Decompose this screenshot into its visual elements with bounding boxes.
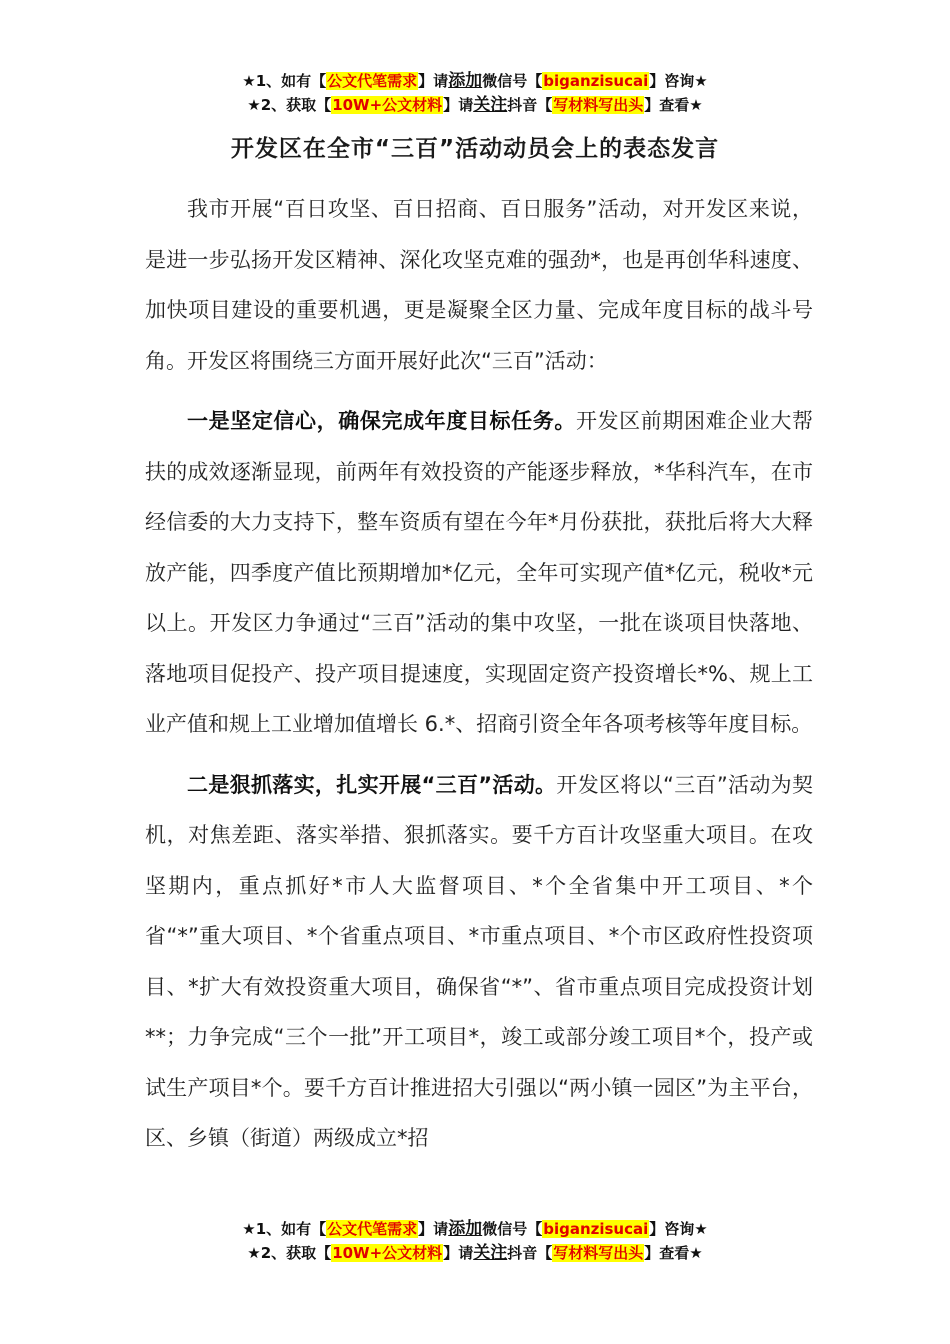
promo-text: ★1、如有【: [242, 72, 327, 90]
promo-text: 】请: [418, 72, 449, 90]
promo-line-2: [0, 94, 950, 118]
promo-text: 】咨询★: [649, 72, 708, 90]
document-title: 开发区在全市“三百”活动动员会上的表态发言: [230, 136, 720, 162]
promo-emphasis: 添加: [448, 71, 483, 91]
promo-text: 】查看★: [644, 96, 703, 114]
promo-text: ★2、获取【: [247, 1244, 332, 1262]
promo-text: ★1、如有【: [242, 1220, 327, 1238]
promo-text: 】请: [443, 1244, 474, 1262]
section-1-body: 开发区前期困难企业大帮扶的成效逐渐显现，前两年有效投资的产能逐步释放，*华科汽车，在市经信委的大力支持下，整车资质有望在今年*月份获批，获批后将大大释放产能，四季度产值比预期增加*亿元，全年可实现产值*亿元，税收*元以上。开发区力争通过“三百”活动的集中攻坚，一批在谈项目快落地、落地项目促投产、投产项目提速度，实现固定资产投资增长*%、规上工业产值和规上工业增加值增长 6.*、招商引资全年各项考核等年度目标。: [145, 409, 814, 736]
promo-text: ★2、获取【: [247, 96, 332, 114]
promo-text: 抖音【: [507, 96, 553, 114]
section-2-heading: 二是狠抓落实，扎实开展“三百”活动。: [187, 772, 557, 797]
promo-text: 微信号【: [482, 1220, 543, 1238]
promo-highlight-douyin: 写材料写出头: [553, 96, 644, 114]
paragraph-section-2: [145, 760, 813, 1164]
paragraph-section-1: [145, 396, 813, 750]
promo-highlight-service: 公文代笔需求: [327, 1220, 418, 1238]
promo-emphasis: 关注: [473, 95, 508, 115]
promo-text: 】咨询★: [649, 1220, 708, 1238]
promo-text: 微信号【: [482, 72, 543, 90]
promo-line-2: [0, 1242, 950, 1266]
promo-highlight-materials: 10W+公文材料: [332, 1244, 443, 1262]
section-2-body: 开发区将以“三百”活动为契机，对焦差距、落实举措、狠抓落实。要千方百计攻坚重大项目。在攻坚期内，重点抓好*市人大监督项目、*个全省集中开工项目、*个省“*”重大项目、*个省重点项目、*市重点项目、*个市区政府性投资项目、*扩大有效投资重大项目，确保省“*”、省市重点项目完成投资计划**；力争完成“三个一批”开工项目*，竣工或部分竣工项目*个，投产或试生产项目*个。要千方百计推进招大引强以“两小镇一园区”为主平台，区、乡镇（街道）两级成立*招: [145, 772, 813, 1150]
promo-banner-top: [0, 70, 950, 118]
promo-highlight-service: 公文代笔需求: [327, 72, 418, 90]
promo-text: 】请: [443, 96, 474, 114]
section-1-heading: 一是坚定信心，确保完成年度目标任务。: [187, 409, 576, 433]
paragraph-intro: 我市开展“百日攻坚、百日招商、百日服务”活动，对开发区来说，是进一步弘扬开发区精神、深化攻坚克难的强劲*，也是再创华科速度、加快项目建设的重要机遇，更是凝聚全区力量、完成年度目标的战斗号角。开发区将围绕三方面开展好此次“三百”活动：: [145, 197, 813, 373]
promo-emphasis: 关注: [473, 1243, 508, 1263]
promo-line-1: [0, 1218, 950, 1242]
document-body: [145, 184, 813, 1174]
promo-text: 抖音【: [507, 1244, 553, 1262]
promo-highlight-douyin: 写材料写出头: [553, 1244, 644, 1262]
promo-highlight-wechat: biganzisucai: [543, 72, 649, 90]
promo-highlight-materials: 10W+公文材料: [332, 96, 443, 114]
promo-text: 】查看★: [644, 1244, 703, 1262]
promo-emphasis: 添加: [448, 1219, 483, 1239]
promo-text: 】请: [418, 1220, 449, 1238]
promo-line-1: [0, 70, 950, 94]
promo-banner-bottom: [0, 1218, 950, 1266]
promo-highlight-wechat: biganzisucai: [543, 1220, 649, 1238]
